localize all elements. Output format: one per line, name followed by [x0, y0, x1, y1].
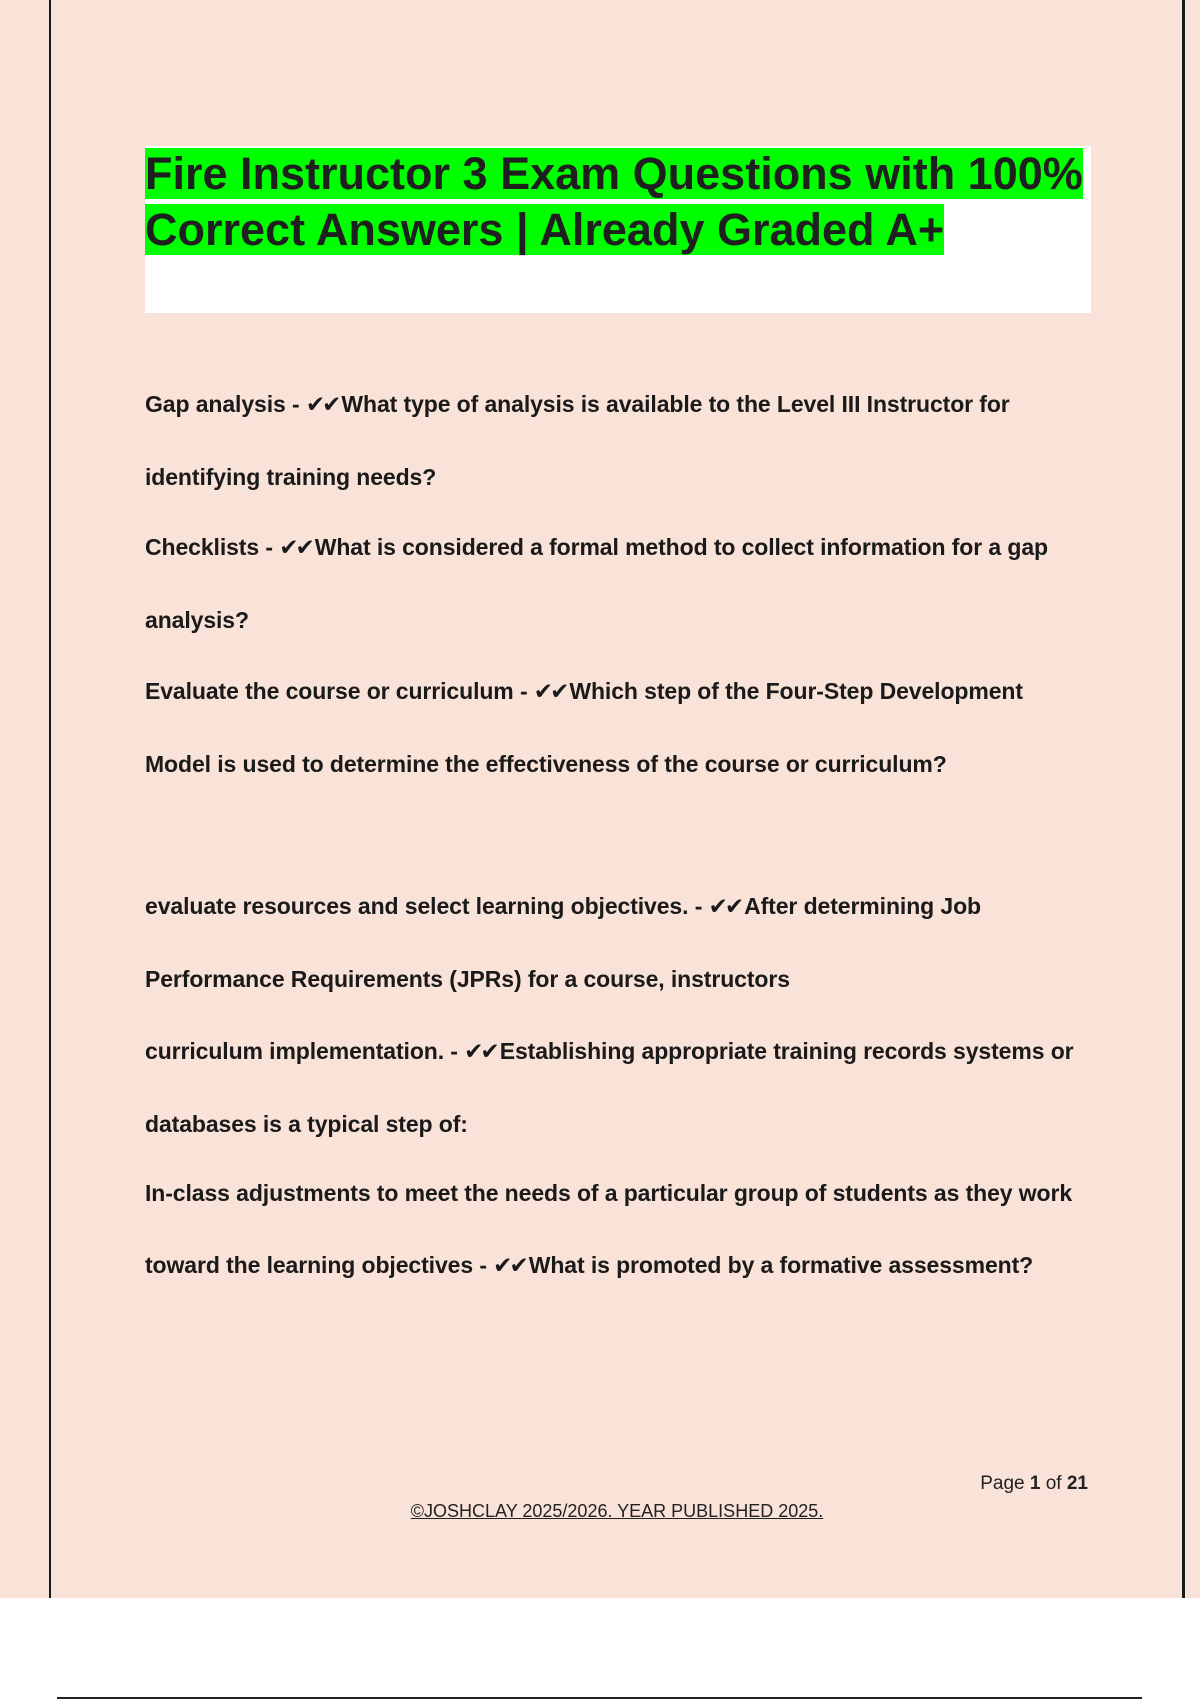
qa-separator: - — [444, 1038, 465, 1064]
qa-answer: curriculum implementation. — [145, 1038, 445, 1064]
qa-answer: Evaluate the course or curriculum — [145, 678, 514, 704]
qa-item-4 — [145, 870, 1095, 1015]
qa-item-3 — [145, 655, 1095, 800]
double-check-icon: ✔✔ — [708, 894, 742, 920]
page-border-right — [1182, 0, 1185, 1598]
bottom-divider — [57, 1697, 1142, 1699]
qa-item-1 — [145, 368, 1095, 513]
double-check-icon: ✔✔ — [464, 1039, 497, 1065]
double-check-icon: ✔✔ — [305, 392, 339, 418]
qa-separator: - — [513, 678, 534, 704]
qa-separator: - — [688, 893, 709, 919]
page-number-of: of — [1040, 1473, 1067, 1494]
page-number-prefix: Page — [980, 1473, 1030, 1494]
qa-question: What is promoted by a formative assessment? — [528, 1252, 1034, 1278]
title-highlight: Fire Instructor 3 Exam Questions with 100% Correct Answers | Already Graded A+ — [145, 148, 1083, 255]
qa-separator: - — [259, 534, 280, 560]
qa-answer: Gap analysis — [145, 391, 286, 417]
qa-item-6 — [145, 1157, 1095, 1302]
qa-answer: Checklists — [145, 534, 260, 560]
page-border-left — [49, 0, 51, 1598]
double-check-icon: ✔✔ — [533, 679, 567, 705]
qa-answer: In-class adjustments to meet the needs of a particular group of students as they work toward the learning objectives — [145, 1180, 1073, 1278]
copyright-footer: ©JOSHCLAY 2025/2026. YEAR PUBLISHED 2025. — [410, 1501, 824, 1521]
qa-item-5 — [145, 1015, 1095, 1160]
page-number — [980, 1473, 1088, 1495]
qa-answer: evaluate resources and select learning objectives. — [145, 893, 689, 919]
qa-question: What type of analysis is available to the Level III Instructor for identifying training needs? — [145, 391, 1010, 490]
double-check-icon: ✔✔ — [279, 535, 312, 561]
qa-question: Which step of the Four-Step Development Model is used to determine the effectiveness of the course or curriculum? — [145, 678, 1023, 777]
double-check-icon: ✔✔ — [493, 1253, 526, 1279]
qa-separator: - — [285, 391, 306, 417]
qa-question: After determining Job Performance Requirements (JPRs) for a course, instructors — [145, 893, 981, 992]
qa-item-2 — [145, 511, 1095, 656]
document-title — [145, 146, 1091, 258]
qa-question: Establishing appropriate training records systems or databases is a typical step of: — [145, 1038, 1074, 1137]
page-number-current: 1 — [1029, 1473, 1041, 1494]
qa-question: What is considered a formal method to collect information for a gap analysis? — [145, 534, 1048, 633]
page-number-total: 21 — [1066, 1473, 1088, 1494]
qa-separator: - — [473, 1252, 494, 1278]
